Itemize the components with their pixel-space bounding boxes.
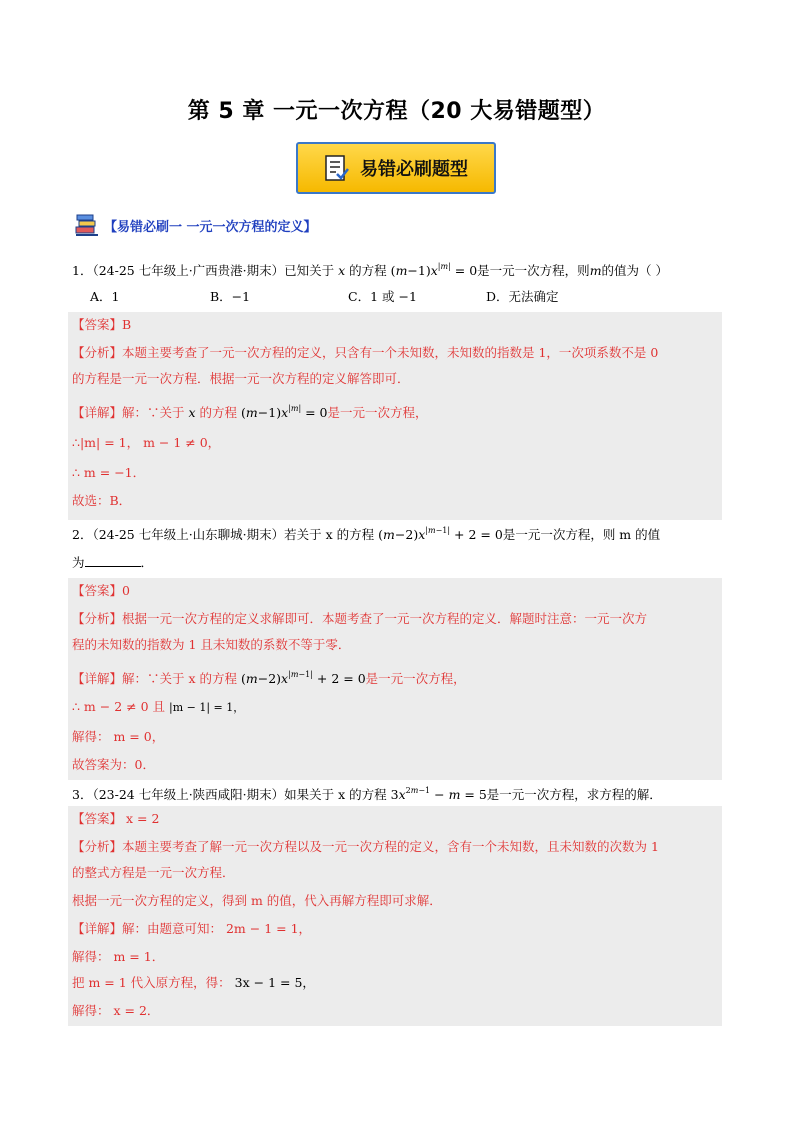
q1-step2: ∴ m = −1． — [72, 465, 146, 480]
q3-analysis-line3: 根据一元一次方程的定义，得到 m 的值，代入再解方程即可求解． — [72, 893, 442, 908]
banner-label: 易错必刷题型 — [360, 159, 468, 180]
q1-detail: 【详解】解：∵关于 x 的方程 $(m-1)x^{|m|} = 0$是一元一次方程， — [72, 404, 428, 420]
q3-equation: $3x^{2m-1} - m = 5$ — [390, 786, 487, 802]
checklist-icon — [324, 154, 350, 182]
q1-analysis-line2: 的方程是一元一次方程．根据一元一次方程的定义解答即可． — [72, 371, 410, 386]
q3-detail: 【详解】解：由题意可知： 2m − 1 = 1， — [72, 921, 312, 936]
q1-option-a: A．1 — [90, 289, 120, 304]
q1-equation: $(m-1)x^{|m|} = 0$ — [390, 262, 478, 278]
q1-stem: 1．（24-25 七年级上·广西贵港·期末）已知关于 x 的方程 $(m-1)x^{|m|} = 0$是一元一次方程，则m的值为（ ） — [72, 262, 669, 278]
q2-analysis-line1: 【分析】根据一元一次方程的定义求解即可．本题考查了一元一次方程的定义．解题时注意：一元一次方 — [72, 611, 648, 626]
q3-analysis-line1: 【分析】本题主要考查了解一元一次方程以及一元一次方程的定义，含有一个未知数，且未知数的次数为 1 — [72, 839, 659, 854]
q2-analysis-line2: 程的未知数的指数为 1 且未知数的系数不等于零． — [72, 637, 351, 652]
q1-analysis-line1: 【分析】本题主要考查了一元一次方程的定义，只含有一个未知数，未知数的指数是 1，一次项系数不是 0 — [72, 345, 659, 360]
q1-option-c: C．1 或 −1 — [348, 289, 417, 304]
q1-conclusion: 故选：B． — [72, 493, 132, 508]
answer-blank[interactable] — [85, 554, 141, 567]
q3-step2: 把 m = 1 代入原方程，得： 3x − 1 = 5， — [72, 975, 315, 990]
q3-step3: 解得： x = 2． — [72, 1003, 160, 1018]
q2-step2: 解得： m = 0， — [72, 729, 165, 744]
q2-stem-cont: 为 ． — [72, 555, 154, 570]
q2-stem: 2．（24-25 七年级上·山东聊城·期末）若关于 x 的方程 $(m-2)x^{|m-1|} + 2 = 0$是一元一次方程，则 m 的值 — [72, 526, 661, 542]
q2-equation: $(m-2)x^{|m-1|} + 2 = 0$ — [378, 526, 503, 542]
q2-answer: 【答案】0 — [72, 583, 130, 598]
q3-answer: 【答案】 x = 2 — [72, 811, 160, 826]
section-label: 【易错必刷一 一元一次方程的定义】 — [104, 219, 317, 235]
q3-stem: 3．（23-24 七年级上·陕西咸阳·期末）如果关于 x 的方程 $3x^{2m-1} - m = 5$是一元一次方程，求方程的解． — [72, 786, 662, 802]
q2-detail: 【详解】解：∵关于 x 的方程 $(m-2)x^{|m-1|} + 2 = 0$是一元一次方程， — [72, 670, 466, 686]
q3-step1: 解得： m = 1． — [72, 949, 165, 964]
q1-option-b: B．−1 — [210, 289, 251, 304]
q1-answer: 【答案】B — [72, 317, 132, 332]
q2-step1: ∴ m − 2 ≠ 0 且 |m − 1| = 1， — [72, 699, 245, 714]
q1-step1: ∴|m| = 1， m − 1 ≠ 0， — [72, 435, 221, 450]
page-title: 第 5 章 一元一次方程（20 大易错题型） — [187, 99, 606, 124]
banner — [296, 142, 496, 194]
books-icon — [74, 212, 100, 238]
q2-conclusion: 故答案为：0． — [72, 757, 155, 772]
q3-analysis-line2: 的整式方程是一元一次方程． — [72, 865, 235, 880]
q1-option-d: D．无法确定 — [486, 289, 559, 304]
section-header — [74, 210, 317, 240]
